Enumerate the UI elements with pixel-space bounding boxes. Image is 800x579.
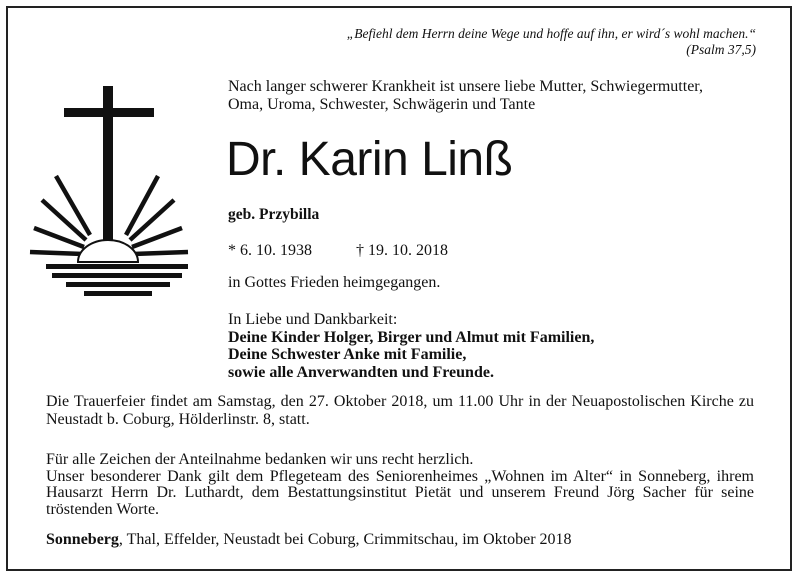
birth-date: * 6. 10. 1938 (228, 242, 312, 259)
life-dates (228, 242, 448, 260)
mourners-intro: In Liebe und Dankbarkeit: (228, 311, 398, 328)
intro-line: Nach langer schwerer Krankheit ist unsere liebe Mutter, Schwiegermutter, (228, 78, 703, 95)
motto-reference: (Psalm 37,5) (686, 42, 756, 57)
mourners-line: sowie alle Anverwandten und Freunde. (228, 363, 494, 381)
deceased-name: Dr. Karin Linß (226, 133, 513, 186)
bible-motto (347, 26, 756, 58)
intro-line: Oma, Uroma, Schwester, Schwägerin und Tante (228, 96, 536, 113)
funeral-info: Die Trauerfeier findet am Samstag, den 27. Oktober 2018, um 11.00 Uhr in der Neuapostolischen Kirche zu Neustadt b. Coburg, Hölderlinstr. 8, statt. (46, 393, 754, 428)
gratitude-text (46, 452, 754, 518)
mourners-line: Deine Kinder Holger, Birger und Almut mit Familien, (228, 328, 595, 346)
gratitude-paragraph: Unser besonderer Dank gilt dem Pflegeteam des Seniorenheimes „Wohnen im Alter“ in Sonneberg, ihrem Hausarzt Herrn Dr. Luthardt, dem Bestattungsinstitut Pietät und unserem Freund Jörg Sacher für seine tröstenden Worte. (46, 467, 754, 518)
mourners-block (228, 311, 594, 381)
death-date: † 19. 10. 2018 (356, 242, 448, 259)
gratitude-line: Für alle Zeichen der Anteilnahme bedanken wir uns recht herzlich. (46, 451, 474, 468)
birth-name: geb. Przybilla (228, 206, 320, 223)
intro-text (228, 78, 768, 114)
motto-quote: „Befiehl dem Herrn deine Wege und hoffe auf ihn, er wird´s wohl machen.“ (346, 26, 756, 41)
footer-places (46, 531, 572, 549)
footer-place-bold: Sonneberg (46, 531, 119, 548)
mourners-line: Deine Schwester Anke mit Familie, (228, 346, 467, 363)
footer-places-rest: , Thal, Effelder, Neustadt bei Coburg, Crimmitschau, im Oktober 2018 (118, 531, 572, 548)
cross-with-rising-sun-icon (26, 80, 206, 310)
passed-text: in Gottes Frieden heimgegangen. (228, 274, 441, 291)
